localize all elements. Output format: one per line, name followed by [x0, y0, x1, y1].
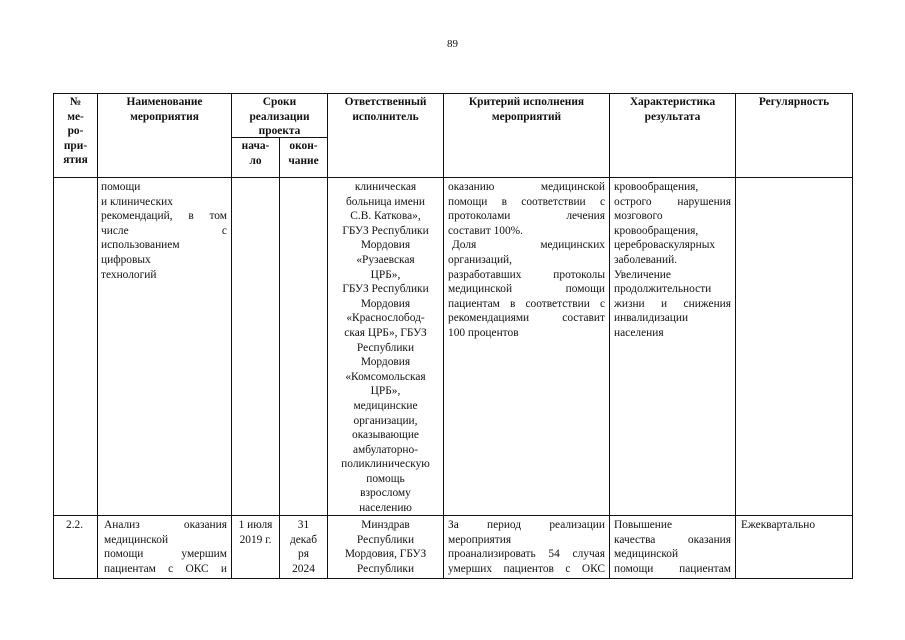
row2-start: 1 июля 2019 г. — [238, 519, 273, 546]
col-line — [735, 93, 736, 579]
table-border-top — [53, 93, 853, 94]
header-name: Наименование мероприятия — [126, 96, 203, 123]
col-line — [443, 93, 444, 579]
row1-result: кровообращения, острого нарушения мозгового кровообращения, цереброваскулярных заболеваний. Увеличение продолжительности жизни и снижения инвалидизации населения — [614, 181, 731, 339]
header-bottom-line — [53, 177, 853, 178]
row2-regularity: Ежеквартально — [741, 519, 816, 531]
header-num: № ме- ро- при- ятия — [63, 96, 88, 167]
header-terms: Сроки реализации проекта — [249, 96, 310, 138]
col-line — [852, 93, 853, 579]
row1-criterion: оказанию медицинской помощи в соответствии с протоколами лечения составит 100%. Доля медицинских организаций, разработавших протоколы медицинской помощи пациентам в соответствии с рекомендациями составит 100 процентов — [448, 181, 605, 339]
header-responsible: Ответственный исполнитель — [344, 96, 427, 123]
col-line — [609, 93, 610, 579]
page-number: 89 — [447, 38, 458, 50]
row2-responsible: Минздрав Республики Мордовия, ГБУЗ Республики — [344, 519, 427, 575]
row1-responsible: клиническая больница имени С.В. Каткова», ГБУЗ Республики Мордовия «Рузаевская ЦРБ», ГБУЗ Республики Мордовия «Краснослобод- ская ЦРБ», ГБУЗ Республики Мордовия «Комсомольская ЦРБ», медицинские организации, оказывающие амбулаторно- поликлиническую помощь взрослому населению — [341, 181, 430, 515]
row2-end: 31 декаб ря 2024 — [289, 519, 318, 575]
table-border-bottom — [53, 578, 853, 579]
col-line — [97, 93, 98, 579]
header-criterion: Критерий исполнения мероприятий — [468, 96, 585, 123]
row-separator — [53, 515, 853, 516]
row2-result: Повышение качества оказания медицинской помощи пациентам — [614, 519, 731, 575]
header-regularity: Регулярность — [758, 96, 830, 108]
row1-name: помощи и клинических рекомендаций, в том числе с использованием цифровых технологий — [101, 181, 227, 281]
row2-criterion: За период реализации мероприятия проанализировать 54 случая умерших пациентов с ОКС — [448, 519, 605, 575]
header-end: окон- чание — [288, 140, 319, 167]
row2-num: 2.2. — [66, 519, 84, 531]
header-result: Характеристика результата — [629, 96, 716, 123]
header-start: нача- ло — [241, 140, 270, 167]
row2-name: Анализ оказания медицинской помощи умершим пациентам с ОКС и — [104, 519, 227, 575]
col-line — [279, 137, 280, 579]
